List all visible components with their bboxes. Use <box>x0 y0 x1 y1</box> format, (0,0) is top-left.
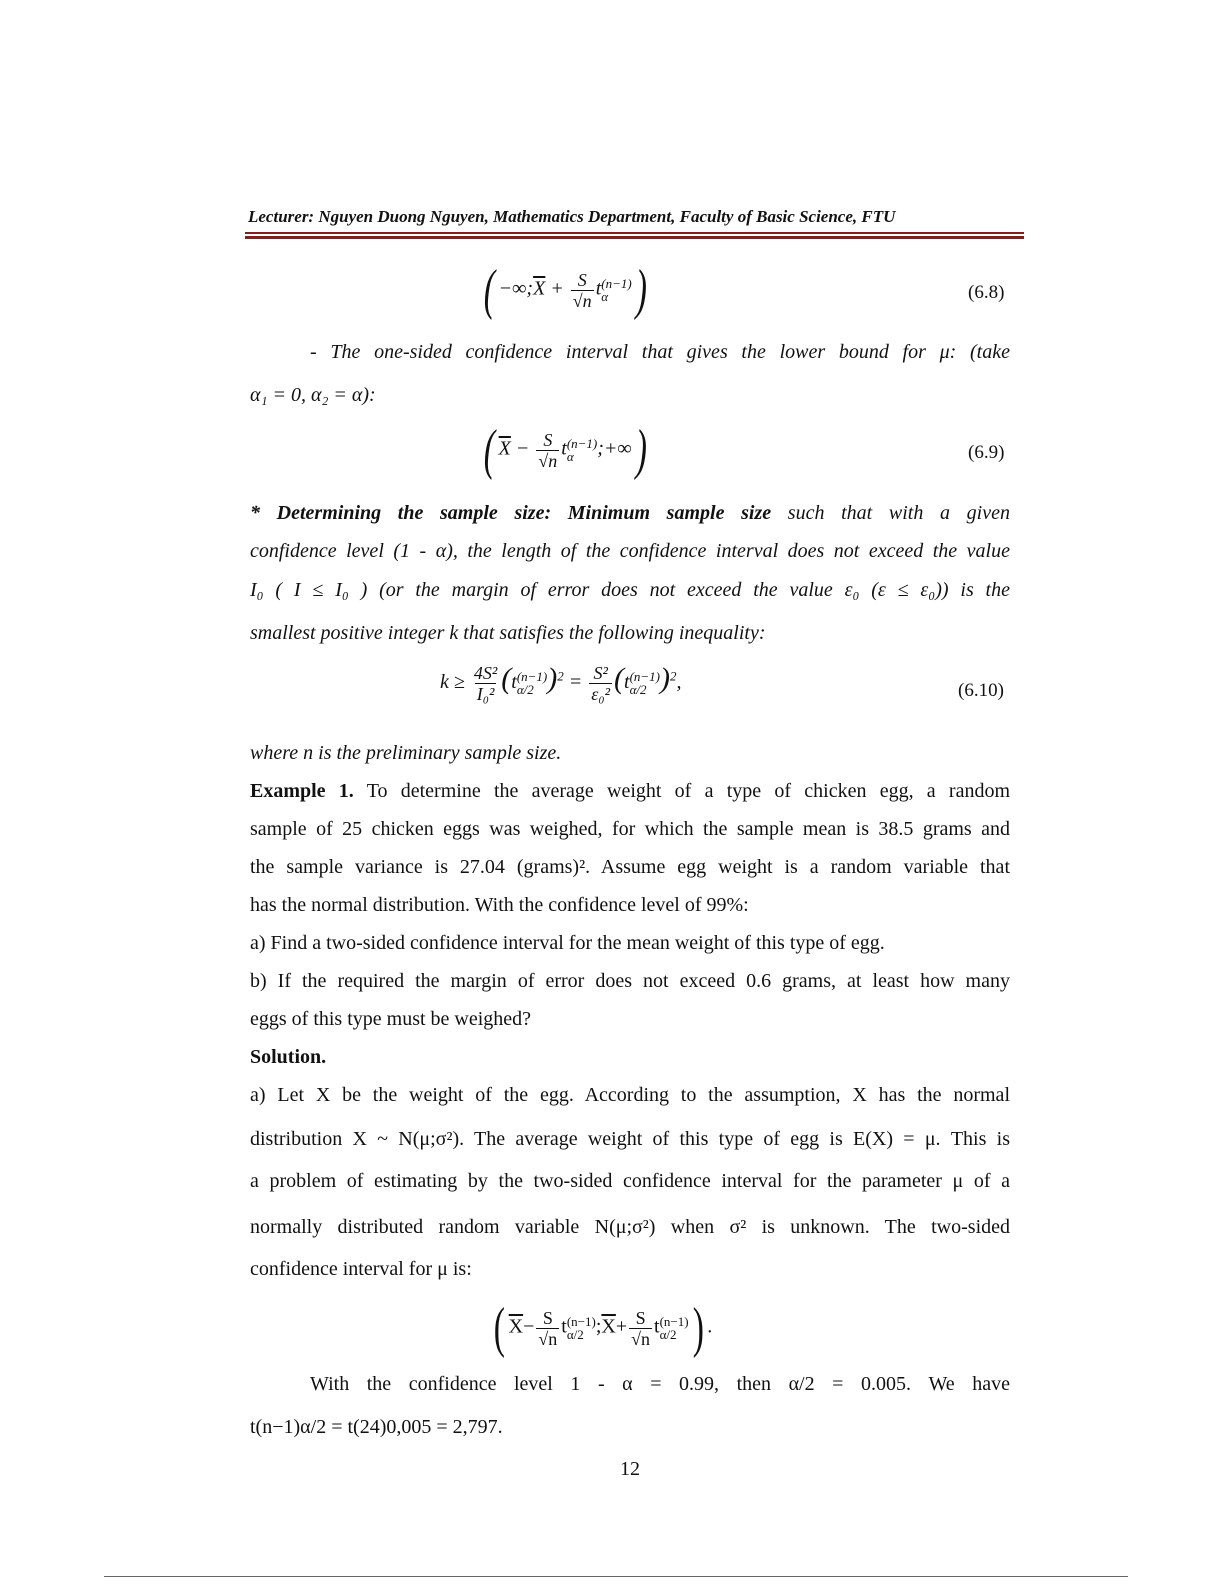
page-header: Lecturer: Nguyen Duong Nguyen, Mathematics Department, Faculty of Basic Science, FTU <box>248 207 896 226</box>
solution-line-4: normally distributed random variable N(μ;σ²) when σ² is unknown. The two-sided <box>250 1216 1010 1238</box>
solution-line-1: a) Let X be the weight of the egg. According to the assumption, X has the normal <box>250 1084 1010 1106</box>
equation-6-10: k ≥ $\frac{\text{4S²}}{\text{I₀²}}$ (t (n−1) α/2 )$^2$ = $\frac{\text{S²}}{\text{ε₀²}}$ (t (n−1) α/2 )$^2$, <box>440 662 682 704</box>
equation-6-8: ( $-\infty;\overline{X}$ + $\frac{S}{√n}$ t (n−1) α ) <box>483 259 647 321</box>
header-rule-thin <box>245 232 1024 234</box>
bottom-rule <box>104 1576 1128 1577</box>
where-line: where n is the preliminary sample size. <box>250 742 562 764</box>
example-part-a: a) Find a two-sided confidence interval for the mean weight of this type of egg. <box>250 932 885 954</box>
ci-formula: ( $\overline{X}-$ $\frac{S}{√n}$ t (n−1) α/2 $;\overline{X}+$ $\frac{S}{√n}$ t (n−1) α/2 ) . <box>493 1297 713 1359</box>
solution-label: Solution. <box>250 1046 327 1068</box>
solution-line-7: t(n−1)α/2 = t(24)0,005 = 2,797. <box>250 1416 503 1438</box>
equation-number-6-9: (6.9) <box>968 442 1005 463</box>
sample-size-line-3: I₀ ( I ≤ I₀ ) (or the margin of error does not exceed the value ε₀ (ε ≤ ε₀)) is the <box>250 579 1010 601</box>
example-line-4: has the normal distribution. With the confidence level of 99%: <box>250 894 749 916</box>
solution-line-2: distribution X ~ N(μ;σ²). The average weight of this type of egg is E(X) = μ. This is <box>250 1128 1010 1150</box>
equation-number-6-10: (6.10) <box>958 680 1004 701</box>
example-line-3: the sample variance is 27.04 (grams)². Assume egg weight is a random variable that <box>250 856 1010 878</box>
one-sided-line-2: α₁ = 0, α₂ = α): <box>250 384 376 406</box>
header-rule-thick <box>245 236 1024 239</box>
one-sided-line-1: - The one-sided confidence interval that gives the lower bound for μ: (take <box>310 341 1010 363</box>
sample-size-line-2: confidence level (1 - α), the length of the confidence interval does not exceed the value <box>250 540 1010 562</box>
sample-size-line-1: * Determining the sample size: Minimum sample size such that with a given <box>250 502 1010 524</box>
example-part-b-1: b) If the required the margin of error does not exceed 0.6 grams, at least how many <box>250 970 1010 992</box>
equation-number-6-8: (6.8) <box>968 282 1005 303</box>
equation-6-9: ( $\overline{X}$ − $\frac{S}{√n}$ t (n−1) α ;+∞) <box>483 419 647 481</box>
sample-size-line-4: smallest positive integer k that satisfies the following inequality: <box>250 622 766 644</box>
solution-line-5: confidence interval for μ is: <box>250 1258 472 1280</box>
solution-line-3: a problem of estimating by the two-sided confidence interval for the parameter μ of a <box>250 1170 1010 1192</box>
example-line-2: sample of 25 chicken eggs was weighed, for which the sample mean is 38.5 grams and <box>250 818 1010 840</box>
solution-line-6: With the confidence level 1 - α = 0.99, then α/2 = 0.005. We have <box>310 1373 1010 1395</box>
page-number: 12 <box>620 1458 640 1480</box>
example-line-1: Example 1. To determine the average weight of a type of chicken egg, a random <box>250 780 1011 802</box>
example-part-b-2: eggs of this type must be weighed? <box>250 1008 532 1030</box>
